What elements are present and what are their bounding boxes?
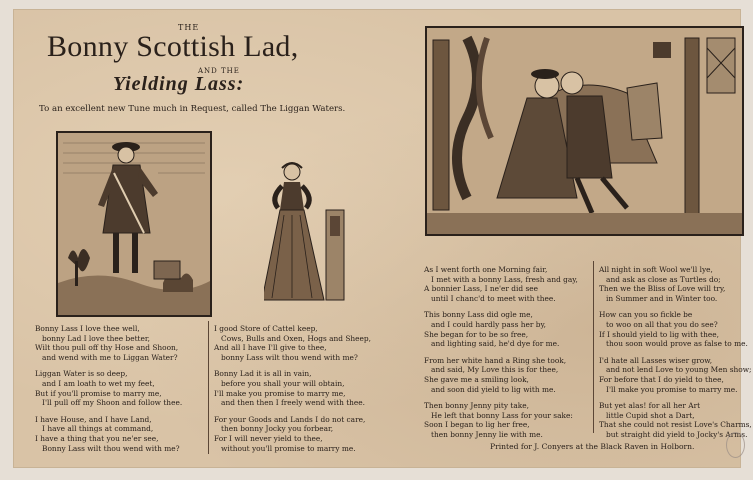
verse-line: but straight did yield to Jocky's Arms.	[599, 429, 748, 439]
stanza	[424, 310, 578, 348]
verse-line: That she could not resist Love's Charms,	[599, 420, 752, 430]
verse-line: I'll pull off my Shoon and follow thee.	[35, 398, 183, 408]
verse-line: How can you so fickle be	[599, 310, 693, 320]
verse-line: without you'll promise to marry me.	[214, 443, 356, 453]
verse-line: Then bonny Jenny pity take,	[424, 401, 529, 411]
stanza	[424, 265, 578, 303]
imprint-line: Printed for J. Conyers at the Black Raven in Holborn.	[490, 442, 695, 451]
verse-line: until I chanc'd to meet with thee.	[424, 293, 556, 303]
verse-line: I'd hate all Lasses wiser grow,	[599, 355, 713, 365]
verse-line: I have all things at command,	[35, 424, 154, 434]
verse-line: and said, My Love this is for thee,	[424, 365, 559, 375]
verse-line: Cows, Bulls and Oxen, Hogs and Sheep,	[214, 333, 372, 343]
verse-line: This bonny Lass did ogle me,	[424, 310, 533, 320]
library-stamp	[726, 432, 745, 458]
verse-line: As I went forth one Morning fair,	[424, 265, 548, 274]
verse-line: and I could hardly pass her by,	[424, 319, 547, 329]
stanza	[214, 324, 371, 362]
verse-line: to woo on all that you do see?	[599, 319, 718, 329]
verse-line: For before that I do yield to thee,	[599, 374, 724, 384]
woodcut-yielding-lass	[264, 160, 348, 310]
verse-line: I have House, and I have Land,	[35, 414, 152, 424]
verse-line: before you shall your will obtain,	[214, 378, 345, 388]
verse-line: I met with a bonny Lass, fresh and gay,	[424, 274, 578, 284]
stanza	[424, 401, 578, 439]
verse-line: and not lend Love to young Men show;	[599, 365, 752, 375]
verse-line: bonny Lass wilt thou wend with me?	[214, 352, 358, 362]
woodcut-scottish-lad	[56, 131, 212, 317]
tune-line: To an excellent new Tune much in Request, called The Liggan Waters.	[39, 104, 346, 114]
verse-line: thou soon would prove as false to me.	[599, 339, 748, 349]
verse-line: Wilt thou pull off thy Hose and Shoon,	[35, 343, 179, 353]
stanza	[35, 415, 182, 453]
verse-column-2	[214, 324, 371, 460]
column-rule	[208, 321, 209, 454]
verse-line: She began for to be so free,	[424, 329, 529, 339]
verse-line: For your Goods and Lands I do not care,	[214, 414, 366, 424]
verse-column-1	[35, 324, 182, 460]
verse-line: All night in soft Wool we'll lye,	[599, 265, 713, 274]
verse-line: But yet alas! for all her Art	[599, 401, 701, 411]
verse-line: For I will never yield to thee,	[214, 433, 323, 443]
verse-line: Bonny Lass I love thee well,	[35, 324, 140, 333]
verse-line: then bonny Jocky you forbear,	[214, 424, 334, 434]
stanza	[35, 369, 182, 407]
verse-line: But if you'll promise to marry me,	[35, 388, 162, 398]
woodcut-couple-on-bed	[425, 26, 744, 236]
verse-line: Bonny Lad it is all in vain,	[214, 369, 312, 379]
broadside-sheet	[13, 9, 752, 468]
verse-line: He left that bonny Lass for your sake:	[424, 410, 573, 420]
verse-line: From her white hand a Ring she took,	[424, 355, 567, 365]
verse-line: and soon did yield to lig with me.	[424, 384, 556, 394]
verse-line: then bonny Jenny lie with me.	[424, 429, 543, 439]
title-conjunction: AND THE	[198, 67, 240, 75]
verse-line: and lighting said, he'd dye for me.	[424, 339, 560, 349]
verse-line: Bonny Lass wilt thou wend with me?	[35, 443, 180, 453]
page-subtitle: Yielding Lass:	[113, 73, 245, 95]
stanza	[214, 369, 371, 407]
verse-line: bonny Lad I love thee better,	[35, 333, 150, 343]
verse-line: I good Store of Cattel keep,	[214, 324, 318, 333]
verse-line: and wend with me to Liggan Water?	[35, 352, 178, 362]
verse-line: and ask as close as Turtles do;	[599, 274, 721, 284]
verse-line: A bonnier Lass, I ne'er did see	[424, 284, 539, 294]
verse-line: Liggan Water is so deep,	[35, 369, 128, 379]
verse-line: She gave me a smiling look,	[424, 374, 529, 384]
verse-column-3	[424, 265, 578, 447]
verse-line: If I should yield to lig with thee,	[599, 329, 720, 339]
verse-line: I'll make you promise to marry me.	[599, 384, 738, 394]
stanza	[424, 356, 578, 394]
title-prefix: THE	[178, 23, 200, 32]
verse-column-4	[599, 265, 752, 447]
stanza	[599, 265, 752, 303]
stanza	[599, 310, 752, 348]
stanza	[35, 324, 182, 362]
column-rule	[593, 261, 594, 433]
verse-line: I'll make you promise to marry me,	[214, 388, 346, 398]
page-title: Bonny Scottish Lad,	[47, 30, 299, 63]
verse-line: and I am loath to wet my feet,	[35, 378, 155, 388]
verse-line: little Cupid shot a Dart,	[599, 410, 695, 420]
verse-line: And all I have I'll give to thee,	[214, 343, 327, 353]
verse-line: Soon I began to lig her free,	[424, 420, 530, 430]
verse-line: in Summer and in Winter too.	[599, 293, 718, 303]
verse-line: Then we the Bliss of Love will try,	[599, 284, 726, 294]
stanza	[599, 356, 752, 394]
verse-line: I have a thing that you ne'er see,	[35, 433, 159, 443]
stanza	[214, 415, 371, 453]
verse-line: and then then I freely wend with thee.	[214, 398, 366, 408]
